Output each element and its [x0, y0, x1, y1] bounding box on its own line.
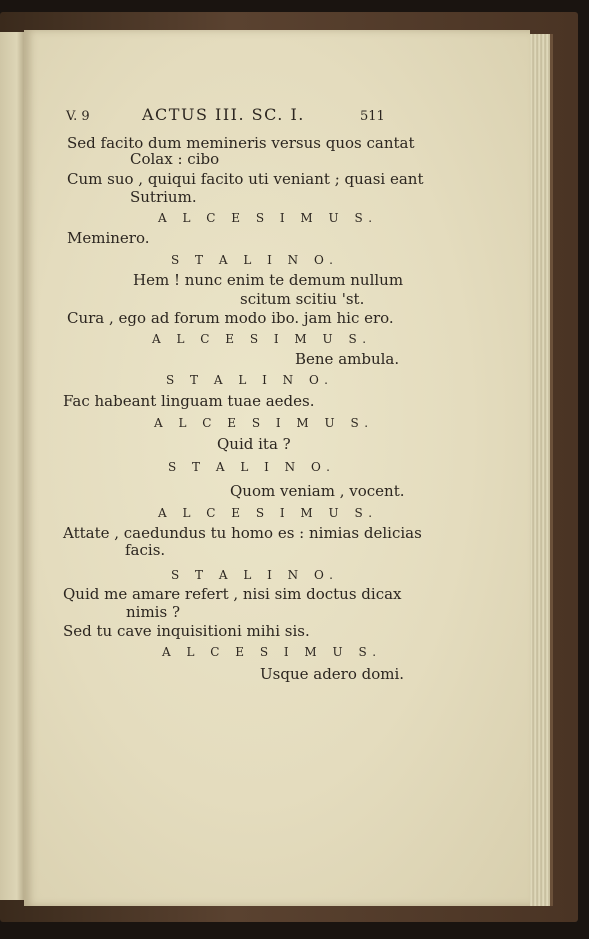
page-text	[24, 30, 530, 906]
verse-line: Hem ! nunc enim te demum nullum	[133, 271, 404, 289]
speaker-name: A L C E S I M U S.	[158, 211, 379, 225]
speaker-name: S T A L I N O.	[166, 373, 334, 387]
verse-line: Fac habeant linguam tuae aedes.	[63, 392, 315, 410]
verse-line: Sutrium.	[130, 188, 197, 206]
speaker-name: S T A L I N O.	[171, 253, 339, 267]
verse-line: Sed facito dum memineris versus quos cantat	[67, 134, 415, 152]
speaker-name: A L C E S I M U S.	[152, 332, 373, 346]
verse-line: Quom veniam , vocent.	[230, 482, 405, 500]
verse-line: Colax : cibo	[130, 150, 220, 168]
speaker-name: A L C E S I M U S.	[154, 416, 375, 430]
facing-page-edge	[0, 32, 24, 900]
verse-line: Bene ambula.	[295, 350, 400, 368]
verse-line: facis.	[125, 541, 166, 559]
verse-line: nimis ?	[126, 603, 180, 621]
verse-line: Meminero.	[67, 229, 150, 247]
verse-line: Quid ita ?	[217, 435, 291, 453]
verse-line: Cum suo , quiqui facito uti veniant ; quasi eant	[67, 170, 424, 188]
verse-line: Attate , caedundus tu homo es : nimias delicias	[63, 524, 422, 542]
speaker-name: A L C E S I M U S.	[162, 645, 383, 659]
page-number: 511	[360, 109, 385, 124]
signature-mark: V. 9	[66, 109, 90, 124]
verse-line: Usque adero domi.	[260, 665, 405, 683]
verse-line: scitum scitiu 'st.	[240, 290, 365, 308]
verse-line: Cura , ego ad forum modo ibo. jam hic ero.	[67, 309, 394, 327]
speaker-name: S T A L I N O.	[168, 460, 336, 474]
verse-line: Sed tu cave inquisitioni mihi sis.	[63, 622, 310, 640]
running-title: ACTUS III. SC. I.	[142, 105, 305, 124]
speaker-name: S T A L I N O.	[171, 568, 339, 582]
verse-line: Quid me amare refert , nisi sim doctus dicax	[63, 585, 402, 603]
speaker-name: A L C E S I M U S.	[158, 506, 379, 520]
